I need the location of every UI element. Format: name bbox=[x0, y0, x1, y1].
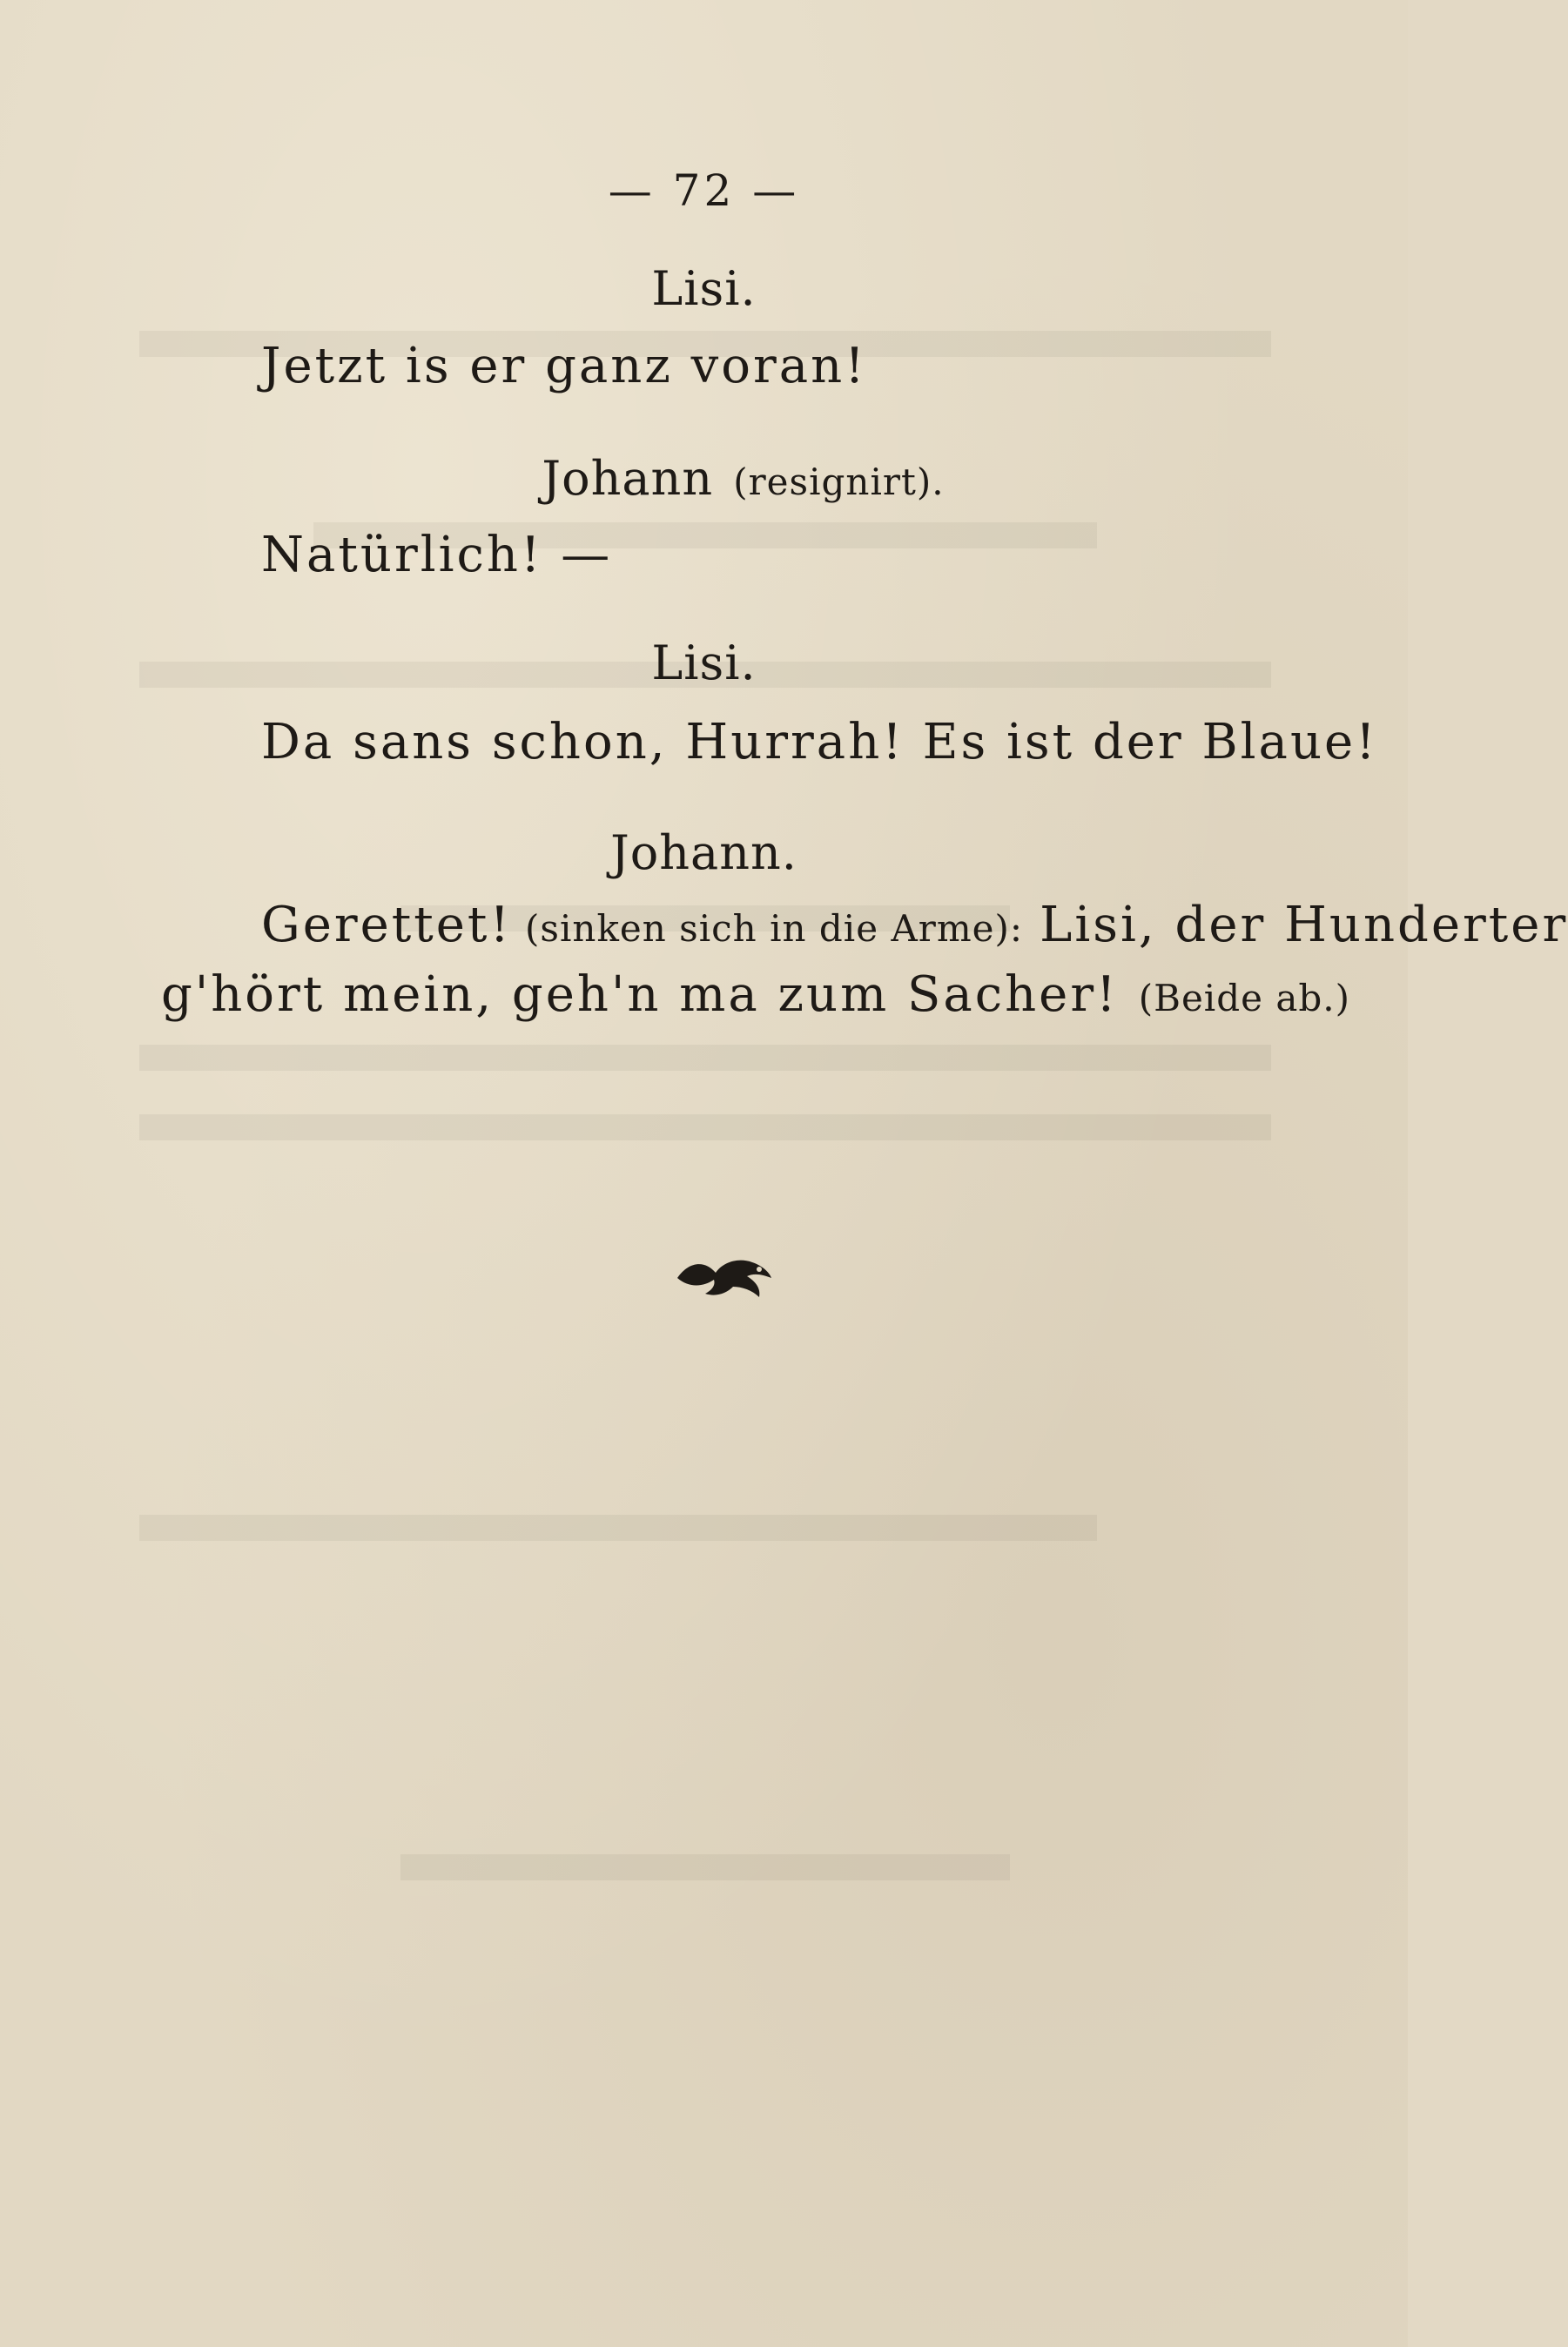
speaker-johann: Johann bbox=[542, 451, 714, 506]
dialog-line bbox=[261, 897, 1568, 953]
dialog-line: Da sans schon, Hurrah! Es ist der Blaue! bbox=[261, 714, 1378, 770]
dialog-line: Natürlich! — bbox=[261, 527, 613, 583]
dialog-text: Lisi, der Hunderter bbox=[1040, 897, 1568, 953]
dialog-line: Jetzt is er ganz voran! bbox=[261, 338, 867, 394]
dialog-line bbox=[161, 966, 1350, 1023]
speaker-lisi: Lisi. bbox=[651, 636, 757, 690]
dialog-text: Gerettet! bbox=[261, 897, 512, 953]
fleuron-ornament-icon bbox=[672, 1252, 777, 1304]
stage-direction: (sinken sich in die Arme): bbox=[525, 907, 1024, 950]
speaker-lisi: Lisi. bbox=[651, 261, 757, 316]
speaker-johann: Johann. bbox=[610, 825, 797, 880]
page-number: — 72 — bbox=[608, 165, 800, 216]
dialog-text: g'hört mein, geh'n ma zum Sacher! bbox=[161, 966, 1119, 1023]
stage-direction: (resignirt). bbox=[733, 461, 945, 503]
speaker-johann-line bbox=[0, 451, 1408, 506]
bleed-through-texture bbox=[139, 331, 1271, 2159]
stage-direction: (Beide ab.) bbox=[1138, 977, 1350, 1019]
